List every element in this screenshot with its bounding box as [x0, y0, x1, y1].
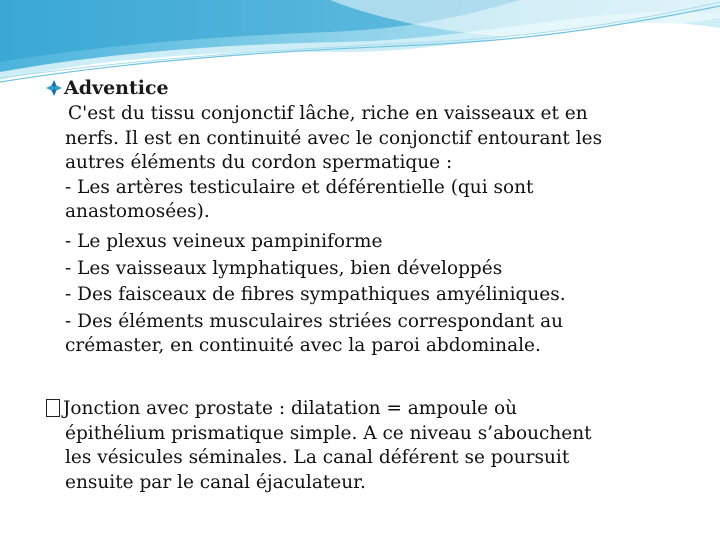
paragraph-line: C'est du tissu conjonctif lâche, riche en vaisseaux et en	[68, 103, 588, 124]
paragraph-line: épithélium prismatique simple. A ce niveau s’abouchent	[65, 422, 592, 444]
diamond-bullet-icon	[46, 78, 62, 94]
jonction-first-line: Jonction avec prostate : dilatation = ampoule où	[63, 398, 518, 419]
jonction-paragraph	[65, 422, 592, 496]
list-item: - Les vaisseaux lymphatiques, bien développés	[65, 257, 503, 279]
list-item: - Le plexus veineux pampiniforme	[65, 231, 383, 252]
jonction-bullet	[46, 397, 517, 422]
list-item-continuation: crémaster, en continuité avec la paroi abdominale.	[65, 335, 541, 356]
missing-glyph-icon	[46, 399, 60, 417]
paragraph-line: ensuite par le canal éjaculateur.	[65, 471, 366, 493]
list-item: - Les artères testiculaire et déférentielle (qui sont	[65, 176, 534, 198]
heading-text: Adventice	[64, 77, 169, 99]
paragraph-line: les vésicules séminales. La canal déférent se poursuit	[65, 447, 570, 468]
list-item-continuation: anastomosées).	[65, 201, 210, 222]
adventice-list	[65, 230, 675, 359]
list-item: - Des éléments musculaires striées correspondant au	[65, 310, 564, 332]
list-item: - Des faisceaux de fibres sympathiques amyéliniques.	[65, 284, 566, 305]
section-heading	[46, 76, 169, 100]
paragraph-line: autres éléments du cordon spermatique :	[65, 152, 453, 173]
paragraph-line: nerfs. Il est en continuité avec le conjonctif entourant les	[65, 127, 603, 149]
adventice-paragraph	[65, 102, 675, 225]
